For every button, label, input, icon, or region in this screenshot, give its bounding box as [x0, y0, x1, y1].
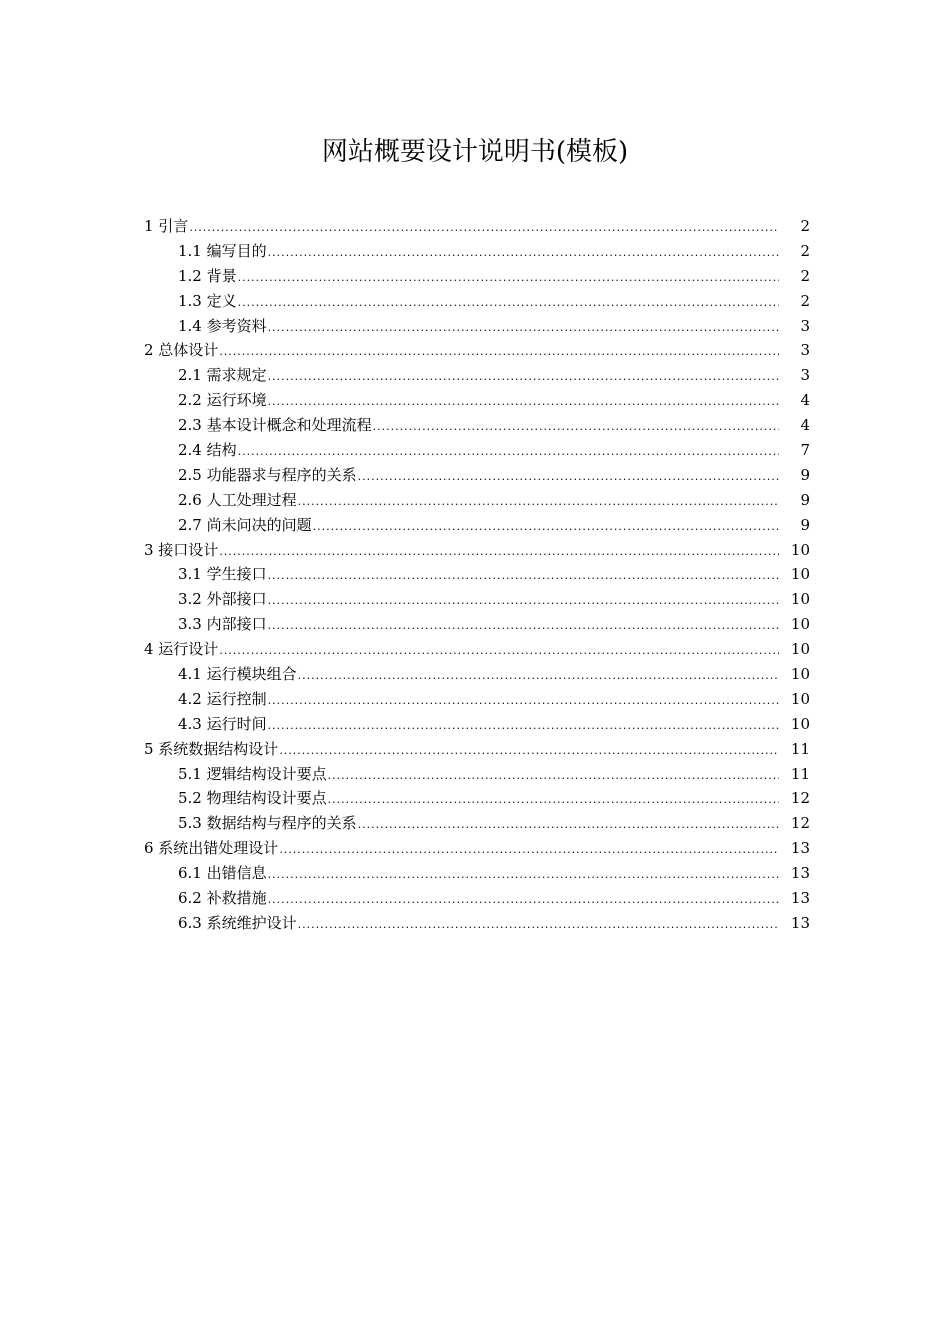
toc-dot-leader [298, 664, 779, 689]
toc-entry-label: 2.5 功能器求与程序的关系 [178, 465, 357, 484]
toc-entry[interactable] [144, 438, 814, 463]
toc-entry[interactable] [144, 388, 814, 413]
toc-entry-label: 4.3 运行时间 [178, 714, 267, 733]
toc-entry-label: 3.1 学生接口 [178, 565, 267, 584]
toc-entry[interactable] [144, 911, 814, 936]
toc-entry-label: 6.2 补救措施 [178, 889, 267, 908]
toc-entry-label: 4.2 运行控制 [178, 689, 267, 708]
toc-entry-page-number: 10 [790, 714, 810, 733]
toc-entry-label: 2.6 人工处理过程 [178, 490, 297, 509]
toc-entry[interactable] [144, 289, 814, 314]
toc-entry-label: 2.1 需求规定 [178, 366, 267, 385]
toc-entry-label: 6 系统出错处理设计 [144, 839, 279, 858]
toc-entry-page-number: 10 [790, 540, 810, 559]
toc-entry-page-number: 9 [800, 515, 810, 534]
toc-entry[interactable] [144, 712, 814, 737]
toc-entry-label: 1.2 背景 [178, 266, 237, 285]
toc-entry-label: 4 运行设计 [144, 640, 219, 659]
toc-entry[interactable] [144, 264, 814, 289]
toc-entry[interactable] [144, 363, 814, 388]
toc-entry-page-number: 3 [800, 366, 810, 385]
toc-dot-leader [219, 540, 779, 565]
toc-entry-page-number: 3 [800, 316, 810, 335]
toc-entry-label: 2.3 基本设计概念和处理流程 [178, 416, 372, 435]
toc-dot-leader [313, 515, 779, 540]
toc-entry[interactable] [144, 488, 814, 513]
toc-entry[interactable] [144, 662, 814, 687]
toc-dot-leader [238, 291, 779, 316]
toc-entry-label: 4.1 运行模块组合 [178, 665, 297, 684]
toc-entry-label: 5.2 物理结构设计要点 [178, 789, 327, 808]
toc-entry-label: 3.3 内部接口 [178, 615, 267, 634]
toc-entry-page-number: 13 [790, 864, 810, 883]
toc-entry-label: 6.3 系统维护设计 [178, 913, 297, 932]
toc-dot-leader [358, 465, 779, 490]
toc-entry-label: 2 总体设计 [144, 341, 219, 360]
toc-entry[interactable] [144, 811, 814, 836]
toc-entry[interactable] [144, 538, 814, 563]
toc-dot-leader [373, 415, 779, 440]
toc-dot-leader [268, 365, 779, 390]
toc-dot-leader [328, 788, 779, 813]
toc-entry-page-number: 10 [790, 665, 810, 684]
toc-entry[interactable] [144, 314, 814, 339]
toc-entry-page-number: 2 [800, 266, 810, 285]
toc-entry-page-number: 10 [790, 590, 810, 609]
toc-entry[interactable] [144, 513, 814, 538]
toc-entry[interactable] [144, 587, 814, 612]
toc-dot-leader [219, 340, 779, 365]
toc-entry-label: 5.3 数据结构与程序的关系 [178, 814, 357, 833]
toc-dot-leader [268, 390, 779, 415]
toc-dot-leader [219, 639, 779, 664]
toc-entry[interactable] [144, 762, 814, 787]
toc-entry[interactable] [144, 214, 814, 239]
toc-dot-leader [268, 689, 779, 714]
toc-dot-leader [268, 316, 779, 341]
toc-entry[interactable] [144, 836, 814, 861]
table-of-contents [144, 214, 814, 936]
toc-dot-leader [279, 838, 779, 863]
toc-entry-page-number: 3 [800, 341, 810, 360]
toc-dot-leader [298, 913, 779, 938]
toc-entry-page-number: 10 [790, 689, 810, 708]
document-title: 网站概要设计说明书(模板) [321, 137, 629, 167]
toc-entry-label: 2.2 运行环境 [178, 391, 267, 410]
toc-entry[interactable] [144, 886, 814, 911]
toc-entry-page-number: 13 [790, 913, 810, 932]
toc-entry[interactable] [144, 463, 814, 488]
toc-dot-leader [268, 589, 779, 614]
toc-entry[interactable] [144, 612, 814, 637]
toc-entry-label: 3.2 外部接口 [178, 590, 267, 609]
toc-dot-leader [238, 266, 779, 291]
toc-dot-leader [268, 241, 779, 266]
toc-dot-leader [328, 764, 779, 789]
toc-dot-leader [279, 739, 779, 764]
toc-entry-page-number: 2 [800, 291, 810, 310]
toc-entry[interactable] [144, 737, 814, 762]
toc-dot-leader [238, 440, 779, 465]
toc-entry-page-number: 9 [800, 465, 810, 484]
toc-entry-page-number: 2 [800, 217, 810, 235]
toc-entry-page-number: 11 [790, 739, 810, 758]
toc-entry-label: 2.4 结构 [178, 441, 237, 460]
toc-dot-leader [268, 863, 779, 888]
toc-entry-page-number: 10 [790, 565, 810, 584]
toc-entry-page-number: 12 [790, 789, 810, 808]
toc-dot-leader [268, 564, 779, 589]
toc-entry-label: 5 系统数据结构设计 [144, 739, 279, 758]
toc-entry-label: 1.1 编写目的 [178, 241, 267, 260]
toc-entry[interactable] [144, 861, 814, 886]
toc-entry-label: 3 接口设计 [144, 540, 219, 559]
toc-entry-page-number: 7 [800, 441, 810, 460]
toc-entry[interactable] [144, 562, 814, 587]
toc-entry-label: 2.7 尚未问决的问题 [178, 515, 312, 534]
toc-entry[interactable] [144, 338, 814, 363]
toc-entry[interactable] [144, 413, 814, 438]
toc-entry-page-number: 12 [790, 814, 810, 833]
toc-dot-leader [189, 216, 779, 241]
toc-entry-page-number: 11 [790, 764, 810, 783]
toc-entry-page-number: 4 [800, 391, 810, 410]
toc-dot-leader [298, 490, 779, 515]
toc-dot-leader [268, 714, 779, 739]
toc-entry[interactable] [144, 637, 814, 662]
toc-entry-page-number: 13 [790, 839, 810, 858]
toc-entry-page-number: 9 [800, 490, 810, 509]
toc-entry-page-number: 13 [790, 889, 810, 908]
toc-entry-label: 1 引言 [144, 217, 189, 235]
toc-entry[interactable] [144, 687, 814, 712]
toc-entry-label: 1.4 参考资料 [178, 316, 267, 335]
toc-entry[interactable] [144, 239, 814, 264]
toc-entry[interactable] [144, 786, 814, 811]
toc-dot-leader [268, 614, 779, 639]
toc-entry-label: 5.1 逻辑结构设计要点 [178, 764, 327, 783]
toc-entry-page-number: 2 [800, 241, 810, 260]
toc-entry-label: 6.1 出错信息 [178, 864, 267, 883]
toc-dot-leader [358, 813, 779, 838]
toc-entry-label: 1.3 定义 [178, 291, 237, 310]
toc-entry-page-number: 10 [790, 640, 810, 659]
toc-entry-page-number: 10 [790, 615, 810, 634]
toc-dot-leader [268, 888, 779, 913]
toc-entry-page-number: 4 [800, 416, 810, 435]
